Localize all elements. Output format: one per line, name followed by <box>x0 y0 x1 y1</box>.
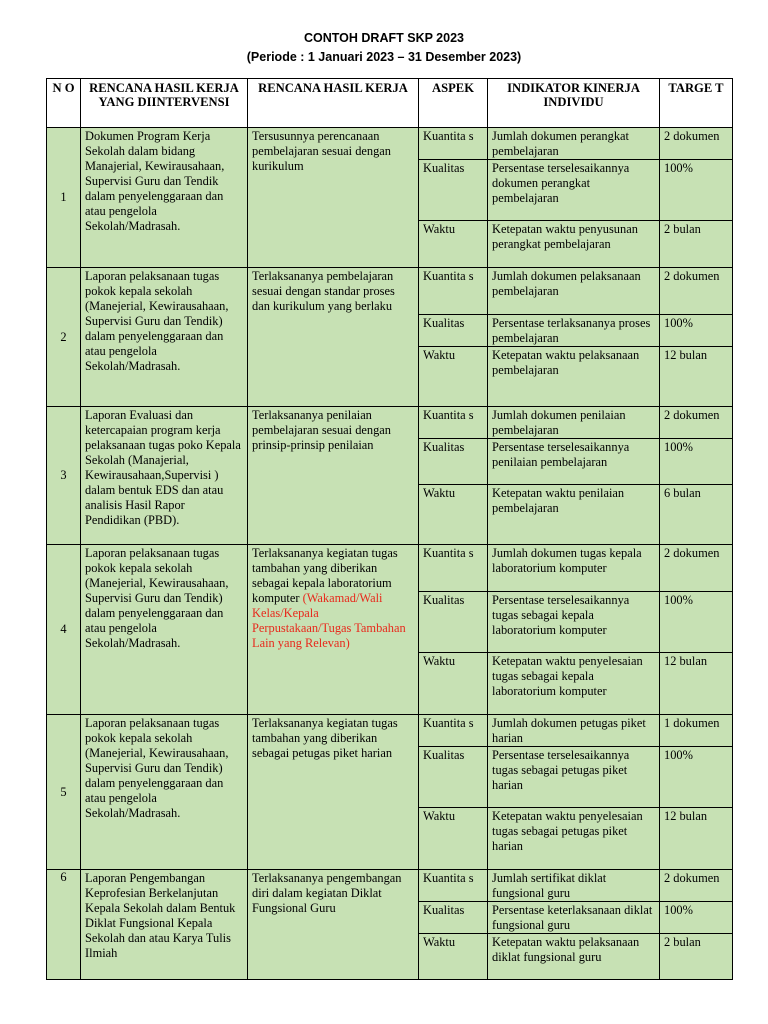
row-number: 2 <box>47 268 81 407</box>
rhk-text: Terlaksananya pengembangan diri dalam kegiatan Diklat Fungsional Guru <box>252 871 402 915</box>
rhk-cell <box>248 268 419 407</box>
row-number: 6 <box>47 870 81 980</box>
indikator-cell: Persentase terselesaikannya dokumen perangkat pembelajaran <box>488 160 660 221</box>
document-title: CONTOH DRAFT SKP 2023 <box>304 31 464 45</box>
aspek-cell: Kuantita s <box>419 268 488 315</box>
rhk-cell <box>248 545 419 715</box>
target-cell: 100% <box>660 315 733 347</box>
rhk-diintervensi-cell: Dokumen Program Kerja Sekolah dalam bidang Manajerial, Kewirausahaan, Supervisi Guru dan Tendik dalam penyelenggaraan dan atau pengelola Sekolah/Madrasah. <box>81 128 248 268</box>
indikator-cell: Ketepatan waktu pelaksanaan diklat fungsional guru <box>488 934 660 980</box>
target-cell: 100% <box>660 160 733 221</box>
aspek-cell: Waktu <box>419 221 488 268</box>
header-aspek: ASPEK <box>419 79 488 128</box>
header-rhk-diintervensi: RENCANA HASIL KERJA YANG DIINTERVENSI <box>81 79 248 128</box>
rhk-text: Terlaksananya kegiatan tugas tambahan yang diberikan sebagai kepala laboratorium komputer <box>252 546 398 605</box>
rhk-diintervensi-cell: Laporan pelaksanaan tugas pokok kepala sekolah (Manejerial, Kewirausahaan, Supervisi Guru dan Tendik) dalam penyelenggaraan dan atau pengelola Sekolah/Madrasah. <box>81 268 248 407</box>
rhk-cell <box>248 407 419 545</box>
indikator-cell: Jumlah dokumen penilaian pembelajaran <box>488 407 660 439</box>
indikator-cell: Ketepatan waktu penyelesaian tugas sebagai kepala laboratorium komputer <box>488 653 660 715</box>
target-cell: 2 dokumen <box>660 268 733 315</box>
table-row <box>47 870 733 902</box>
indikator-cell: Jumlah dokumen petugas piket harian <box>488 715 660 747</box>
aspek-cell: Kuantita s <box>419 715 488 747</box>
aspek-cell: Kualitas <box>419 747 488 808</box>
aspek-cell: Kualitas <box>419 902 488 934</box>
target-cell: 6 bulan <box>660 485 733 545</box>
aspek-cell: Kualitas <box>419 439 488 485</box>
header-row <box>47 79 733 128</box>
rhk-text: Terlaksananya penilaian pembelajaran sesuai dengan prinsip-prinsip penilaian <box>252 408 391 452</box>
target-cell: 12 bulan <box>660 808 733 870</box>
aspek-cell: Waktu <box>419 653 488 715</box>
rhk-cell <box>248 870 419 980</box>
indikator-cell: Persentase keterlaksanaan diklat fungsional guru <box>488 902 660 934</box>
aspek-cell: Kualitas <box>419 592 488 653</box>
header-indikator: INDIKATOR KINERJA INDIVIDU <box>488 79 660 128</box>
rhk-text: Terlaksananya pembelajaran sesuai dengan standar proses dan kurikulum yang berlaku <box>252 269 395 313</box>
target-cell: 100% <box>660 747 733 808</box>
aspek-cell: Kualitas <box>419 160 488 221</box>
indikator-cell: Jumlah dokumen tugas kepala laboratorium komputer <box>488 545 660 592</box>
rhk-diintervensi-cell: Laporan pelaksanaan tugas pokok kepala sekolah (Manejerial, Kewirausahaan, Supervisi Guru dan Tendik) dalam penyelenggaraan dan atau pengelola Sekolah/Madrasah. <box>81 715 248 870</box>
indikator-cell: Persentase terselesaikannya penilaian pembelajaran <box>488 439 660 485</box>
target-cell: 100% <box>660 902 733 934</box>
target-cell: 2 bulan <box>660 934 733 980</box>
header-rhk: RENCANA HASIL KERJA <box>248 79 419 128</box>
rhk-note: (Wakamad/Wali Kelas/Kepala Perpustakaan/Tugas Tambahan Lain yang Relevan) <box>252 591 406 650</box>
aspek-cell: Kuantita s <box>419 407 488 439</box>
indikator-cell: Jumlah dokumen pelaksanaan pembelajaran <box>488 268 660 315</box>
aspek-cell: Kuantita s <box>419 545 488 592</box>
skp-table <box>46 78 733 980</box>
indikator-cell: Persentase terselesaikannya tugas sebagai kepala laboratorium komputer <box>488 592 660 653</box>
target-cell: 100% <box>660 439 733 485</box>
row-number: 3 <box>47 407 81 545</box>
target-cell: 2 dokumen <box>660 128 733 160</box>
aspek-cell: Kuantita s <box>419 128 488 160</box>
aspek-cell: Kuantita s <box>419 870 488 902</box>
rhk-diintervensi-cell: Laporan Pengembangan Keprofesian Berkelanjutan Kepala Sekolah dalam Bentuk Diklat Fungsional Kepala Sekolah dan atau Karya Tulis Ilmiah <box>81 870 248 980</box>
indikator-cell: Jumlah dokumen perangkat pembelajaran <box>488 128 660 160</box>
indikator-cell: Ketepatan waktu penyusunan perangkat pembelajaran <box>488 221 660 268</box>
indikator-cell: Ketepatan waktu penilaian pembelajaran <box>488 485 660 545</box>
indikator-cell: Ketepatan waktu pelaksanaan pembelajaran <box>488 347 660 407</box>
aspek-cell: Waktu <box>419 485 488 545</box>
aspek-cell: Waktu <box>419 934 488 980</box>
header-target: TARGE T <box>660 79 733 128</box>
document-period: (Periode : 1 Januari 2023 – 31 Desember 2023) <box>246 50 522 64</box>
target-cell: 2 dokumen <box>660 545 733 592</box>
aspek-cell: Waktu <box>419 347 488 407</box>
aspek-cell: Kualitas <box>419 315 488 347</box>
target-cell: 2 dokumen <box>660 870 733 902</box>
header-no: N O <box>47 79 81 128</box>
target-cell: 100% <box>660 592 733 653</box>
row-number: 1 <box>47 128 81 268</box>
table-row <box>47 407 733 439</box>
table-row <box>47 545 733 592</box>
target-cell: 2 bulan <box>660 221 733 268</box>
indikator-cell: Jumlah sertifikat diklat fungsional guru <box>488 870 660 902</box>
rhk-cell <box>248 128 419 268</box>
rhk-diintervensi-cell: Laporan pelaksanaan tugas pokok kepala sekolah (Manejerial, Kewirausahaan, Supervisi Guru dan Tendik) dalam penyelenggaraan dan atau pengelola Sekolah/Madrasah. <box>81 545 248 715</box>
indikator-cell: Persentase terlaksananya proses pembelajaran <box>488 315 660 347</box>
target-cell: 12 bulan <box>660 653 733 715</box>
target-cell: 1 dokumen <box>660 715 733 747</box>
row-number: 4 <box>47 545 81 715</box>
table-row <box>47 128 733 160</box>
rhk-text: Tersusunnya perencanaan pembelajaran sesuai dengan kurikulum <box>252 129 391 173</box>
indikator-cell: Persentase terselesaikannya tugas sebagai petugas piket harian <box>488 747 660 808</box>
target-cell: 12 bulan <box>660 347 733 407</box>
rhk-diintervensi-cell: Laporan Evaluasi dan ketercapaian program kerja pelaksanaan tugas poko Kepala Sekolah (Manajerial, Kewirausahaan,Supervisi ) dalam bentuk EDS dan atau analisis Hasil Rapor Pendidikan (PBD). <box>81 407 248 545</box>
aspek-cell: Waktu <box>419 808 488 870</box>
rhk-cell <box>248 715 419 870</box>
target-cell: 2 dokumen <box>660 407 733 439</box>
rhk-text: Terlaksananya kegiatan tugas tambahan yang diberikan sebagai petugas piket harian <box>252 716 398 760</box>
table-row <box>47 715 733 747</box>
row-number: 5 <box>47 715 81 870</box>
table-row <box>47 268 733 315</box>
indikator-cell: Ketepatan waktu penyelesaian tugas sebagai petugas piket harian <box>488 808 660 870</box>
